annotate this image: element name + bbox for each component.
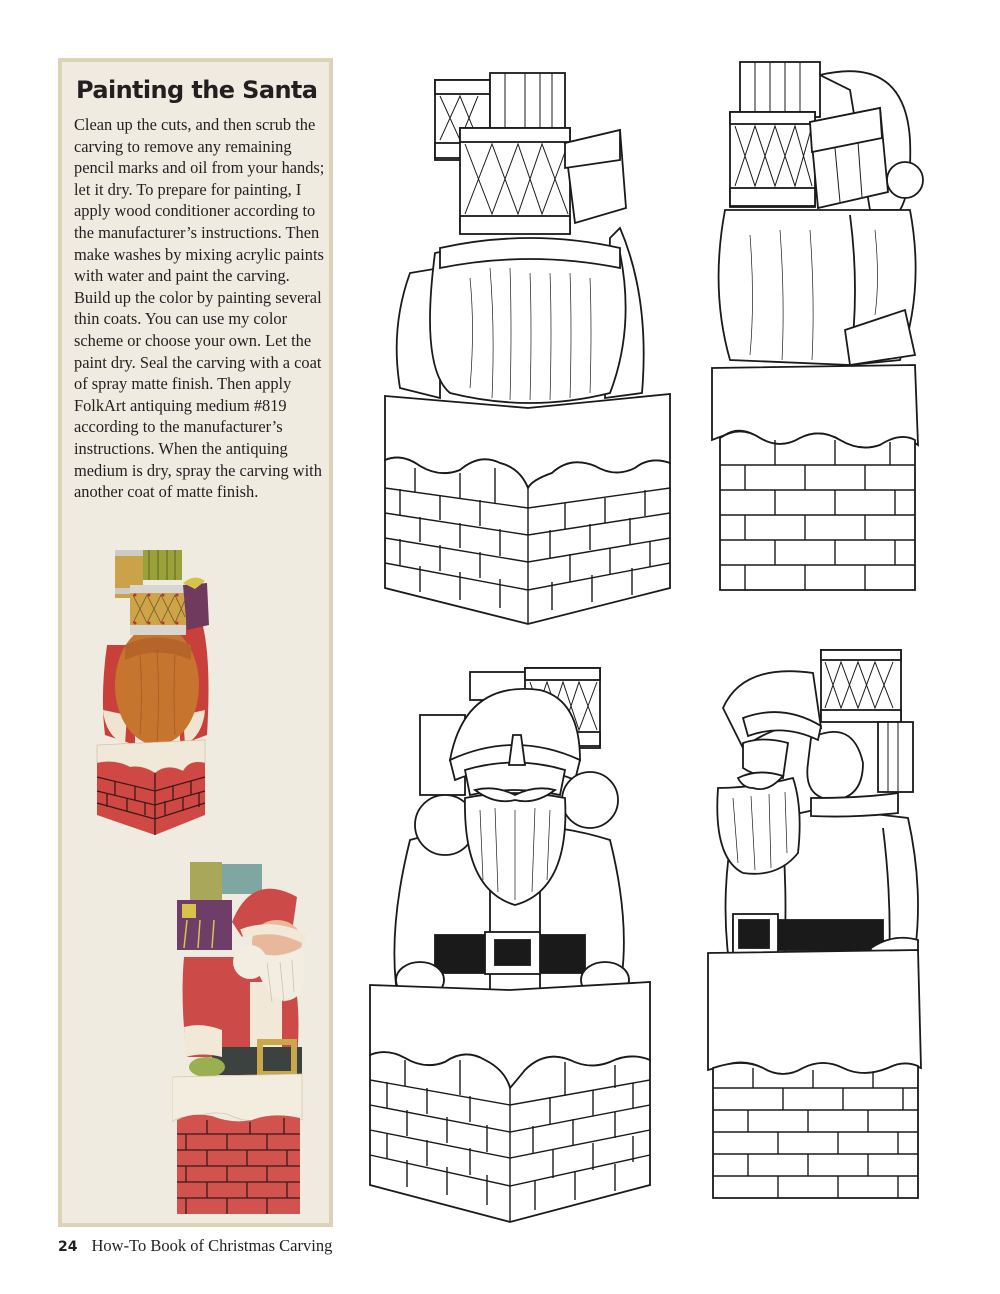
line-drawing-three-quarter-view [703, 648, 933, 1203]
sidebar-body-text: Clean up the cuts, and then scrub the carving to remove any remaining pencil marks and oil from your hands; let it dry. To prepare for painting, I apply wood conditioner according to the manufacturer’s instructions. Then make washes by mixing acrylic paints with water and paint the carving. Build up the color by painting several thin coats. You can use my color scheme or choose your own. Let the paint dry. Seal the carving with a coat of spray matte finish. Then apply FolkArt antiquing medium #819 according to the manufacturer’s instructions. When the antiquing medium is dry, spray the carving with another coat of matte finish. [74, 115, 325, 502]
line-drawing-back-view [380, 68, 675, 628]
page-number: 24 [58, 1239, 78, 1255]
line-drawing-side-view [700, 60, 930, 595]
sidebar-title: Painting the Santa [76, 76, 318, 104]
photo-painted-santa-back [95, 545, 215, 835]
line-drawing-front-view [365, 660, 655, 1225]
running-book-title: How-To Book of Christmas Carving [91, 1236, 333, 1255]
photo-painted-santa-front [172, 862, 307, 1217]
page-footer [58, 1236, 332, 1258]
